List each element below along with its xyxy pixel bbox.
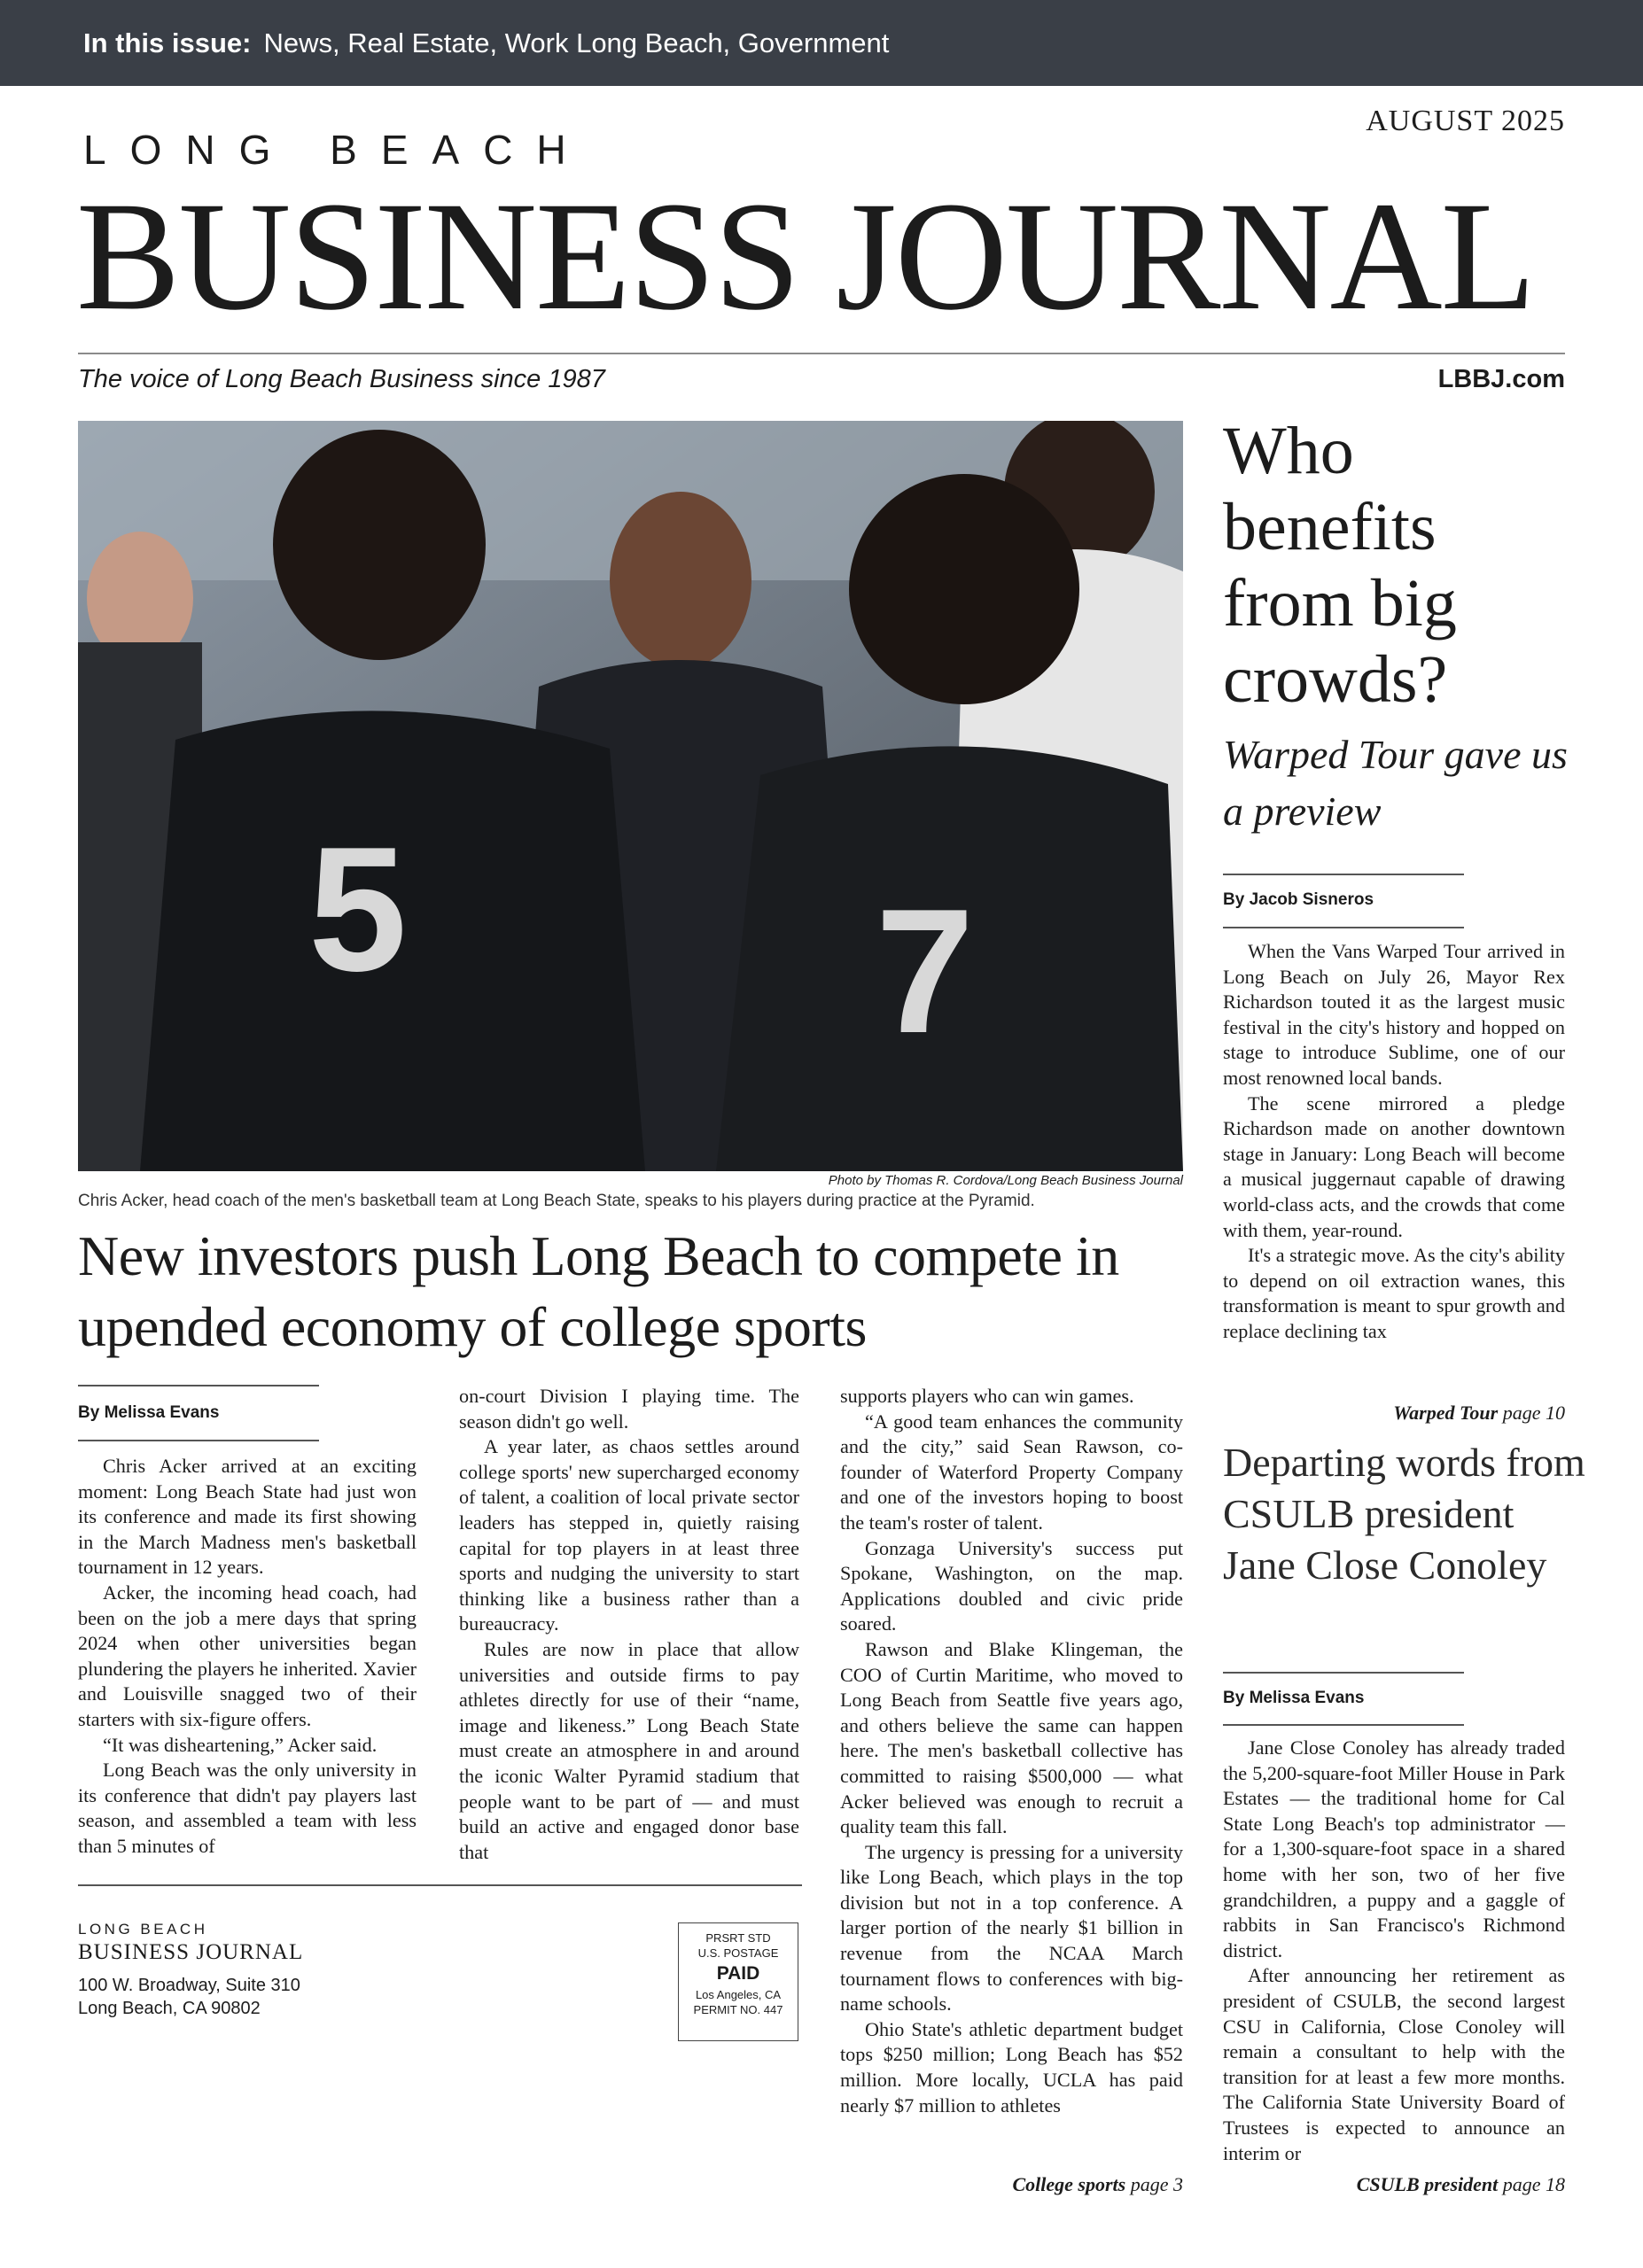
paragraph: Gonzaga University's success put Spokane, Washington, on the map. Applications doubled and civic pride soared. bbox=[840, 1536, 1183, 1635]
player-5-hair bbox=[273, 430, 486, 660]
sidebar-story-deck: Warped Tour gave us a preview bbox=[1223, 732, 1568, 834]
sidebar-story-headline[interactable]: Who benefits from big crowds? bbox=[1223, 414, 1457, 717]
permit-line: PERMIT NO. 447 bbox=[693, 2003, 783, 2016]
jersey-number-5: 5 bbox=[308, 811, 408, 1008]
photo-credit: Photo by Thomas R. Cordova/Long Beach Business Journal bbox=[828, 1173, 1183, 1188]
paragraph: Ohio State's athletic department budget tops $250 million; Long Beach has $52 million. More locally, UCLA has paid nearly $7 million to athletes bbox=[840, 2017, 1183, 2117]
byline-rule-bottom bbox=[1223, 927, 1464, 928]
mailing-brand-main: BUSINESS JOURNAL bbox=[78, 1940, 304, 1964]
sidebar-story-body bbox=[1223, 939, 1565, 1345]
byline-rule-top bbox=[78, 1385, 319, 1386]
paragraph: on-court Division I playing time. The season didn't go well. bbox=[459, 1385, 799, 1433]
paragraph: When the Vans Warped Tour arrived in Long Beach on July 26, Mayor Rex Richardson touted it as the largest music festival in the city's history and hopped on stage to introduce Sublime, one of our most renowned local bands. bbox=[1223, 940, 1565, 1089]
paragraph: supports players who can win games. bbox=[840, 1385, 1134, 1407]
photo-caption: Chris Acker, head coach of the men's basketball team at Long Beach State, speaks to his players during practice at the Pyramid. bbox=[78, 1192, 1035, 1210]
coach-head bbox=[610, 492, 751, 669]
paragraph: Jane Close Conoley has already traded the 5,200-square-foot Miller House in Park Estates — the traditional home for Cal State Long Beach's top administrator — for a 1,300-square-foot space in a shared home with her son, two of her five grandchildren, a puppy and a gaggle of rabbits in San Francisco's Richmond district. bbox=[1223, 1736, 1565, 1961]
sidebar-story-byline: By Jacob Sisneros bbox=[1223, 890, 1374, 909]
mailing-brand-top: LONG BEACH bbox=[78, 1921, 208, 1938]
main-story-byline: By Melissa Evans bbox=[78, 1403, 220, 1422]
paragraph: Acker, the incoming head coach, had been on the job a mere days that spring 2024 when other universities began plundering the players he inherited. Xavier and Louisville snagged two of their starters with six-figure offers. bbox=[78, 1581, 417, 1730]
byline-rule-top bbox=[1223, 874, 1464, 875]
in-this-issue-label: In this issue: bbox=[83, 27, 252, 58]
masthead-brand-main: BUSINESS JOURNAL bbox=[76, 170, 1535, 343]
masthead-rule bbox=[78, 353, 1565, 354]
paragraph: Rawson and Blake Klingeman, the COO of Curtin Maritime, who moved to Long Beach from Seattle five years ago, and others believe the same can happen here. The men's basketball collective has committed to raising $500,000 — what Acker believed was enough to recruit a quality team this fall. bbox=[840, 1637, 1183, 1838]
paragraph: It's a strategic move. As the city's ability to depend on oil extraction wanes, this transformation is meant to spur growth and replace declining tax bbox=[1223, 1244, 1565, 1342]
main-story-jump-link[interactable] bbox=[840, 2173, 1183, 2196]
jump-label: CSULB president bbox=[1356, 2173, 1499, 2195]
sidebar-story-jump-link[interactable] bbox=[1223, 1402, 1565, 1425]
masthead-tagline: The voice of Long Beach Business since 1987 bbox=[78, 365, 605, 393]
paragraph: A year later, as chaos settles around college sports' new supercharged economy of talent, a coalition of local private sector leaders has stepped in, quietly raising capital for top players in at least three sports and nudging the university to start thinking like a business rather than a bureaucracy. bbox=[459, 1435, 799, 1635]
issue-date: AUGUST 2025 bbox=[1366, 105, 1565, 137]
main-story-column-1 bbox=[78, 1454, 417, 1860]
postage-permit-box bbox=[678, 1922, 798, 2041]
in-this-issue-sections[interactable]: News, Real Estate, Work Long Beach, Government bbox=[263, 27, 890, 58]
byline-rule-top bbox=[1223, 1672, 1464, 1674]
jersey-number-7: 7 bbox=[876, 873, 975, 1070]
paragraph: “A good team enhances the community and the city,” said Sean Rawson, co-founder of Waterford Property Company and one of the investors hoping to boost the team's roster of talent. bbox=[840, 1410, 1183, 1534]
in-this-issue-bar bbox=[0, 0, 1643, 86]
jump-page: page 3 bbox=[1130, 2173, 1183, 2195]
paragraph: “It was disheartening,” Acker said. bbox=[103, 1733, 378, 1756]
byline-rule-bottom bbox=[78, 1440, 319, 1441]
masthead-brand-top: LONG BEACH bbox=[83, 127, 590, 173]
main-story-column-2 bbox=[459, 1384, 799, 1865]
paragraph: The scene mirrored a pledge Richardson made on another downtown stage in January: Long Beach will become a musical juggernaut capable of drawing world-class acts, and the crowds that come with them, year-round. bbox=[1223, 1091, 1565, 1241]
lead-photo[interactable] bbox=[78, 421, 1183, 1171]
paragraph: Rules are now in place that allow universities and outside firms to pay athletes directly for use of their “name, image and likeness.” Long Beach State must create an atmosphere in and around the iconic Walter Pyramid stadium that people want to be part of — and must build an active and engaged donor base that bbox=[459, 1637, 799, 1863]
mailing-address-line-2: Long Beach, CA 90802 bbox=[78, 1999, 261, 2018]
permit-line: PRSRT STD bbox=[705, 1931, 771, 1945]
paragraph: The urgency is pressing for a university like Long Beach, which plays in the top division but not in a top conference. A larger portion of the nearly $1 billion in revenue from the NCAA March tournament flows to conferences with big-name schools. bbox=[840, 1840, 1183, 2016]
paragraph: Long Beach was the only university in its conference that didn't pay players last season, and assembled a team with less than 5 minutes of bbox=[78, 1759, 417, 1857]
jump-label: College sports bbox=[1012, 2173, 1126, 2195]
jump-page: page 18 bbox=[1502, 2173, 1565, 2195]
paragraph: Chris Acker arrived at an exciting moment: Long Beach State had just won its conference and made its first showing in the March Madness men's basketball tournament in 12 years. bbox=[78, 1455, 417, 1579]
permit-line: Los Angeles, CA bbox=[695, 1988, 782, 2001]
basketball-practice-photo bbox=[78, 421, 1183, 1171]
mailing-rule bbox=[78, 1884, 802, 1886]
site-url-link[interactable]: LBBJ.com bbox=[1437, 365, 1565, 393]
mailing-address-line-1: 100 W. Broadway, Suite 310 bbox=[78, 1976, 300, 1995]
main-story-column-3 bbox=[840, 1384, 1183, 2118]
byline-rule-bottom bbox=[1223, 1724, 1464, 1726]
player-7-hair bbox=[849, 474, 1079, 704]
second-story-body bbox=[1223, 1736, 1565, 2166]
second-story-byline: By Melissa Evans bbox=[1223, 1689, 1365, 1707]
permit-paid: PAID bbox=[716, 1963, 760, 1984]
jump-page: page 10 bbox=[1502, 1402, 1565, 1424]
second-story-jump-link[interactable] bbox=[1223, 2173, 1565, 2196]
second-story-headline[interactable]: Departing words from CSULB president Jane Close Conoley bbox=[1223, 1440, 1585, 1588]
paragraph: After announcing her retirement as president of CSULB, the second largest CSU in California, Close Conoley will remain a consultant to help with the transition for at least a few more months. The California State University Board of Trustees is expected to announce an interim or bbox=[1223, 1964, 1565, 2164]
jump-label: Warped Tour bbox=[1393, 1402, 1499, 1424]
permit-line: U.S. POSTAGE bbox=[697, 1946, 779, 1960]
main-story-headline[interactable]: New investors push Long Beach to compete in upended economy of college sports bbox=[78, 1224, 1119, 1358]
